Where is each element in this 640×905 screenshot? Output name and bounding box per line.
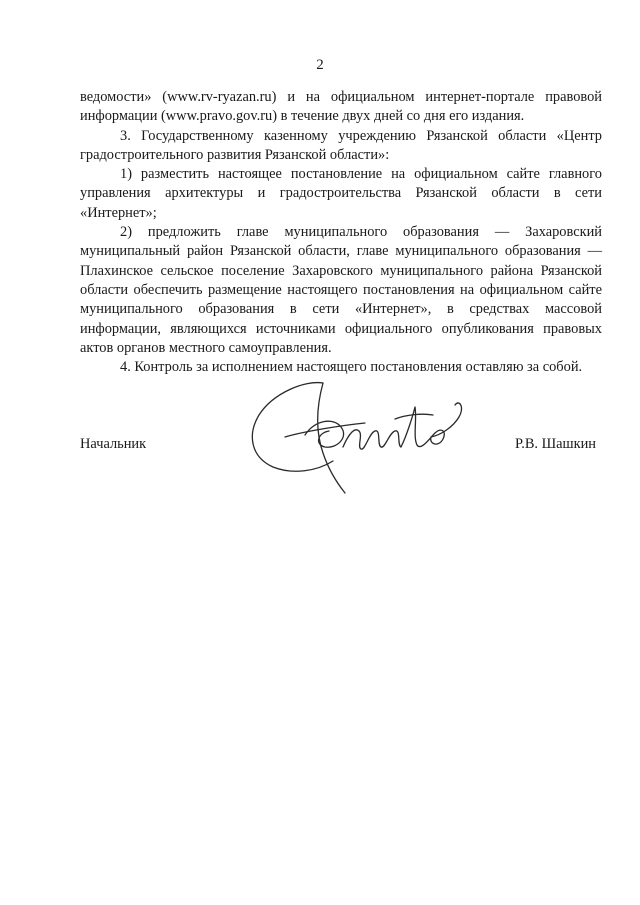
paragraph-item-4: 4. Контроль за исполнением настоящего постановления оставляю за собой. bbox=[120, 359, 583, 376]
paragraph-item-3-2: 2) предложить главе муниципального образования — Захаровский муниципальный район Рязанской области, главе муниципального образования — Плахинское сельское поселение Захаровского муниципального района Рязанской области обеспечить размещение настоящего постановления на официальном сайте муниципального образования в сети «Интернет», в средствах массовой информации, являющихся источниками официального опубликования правовых актов органов местного самоуправления. bbox=[80, 224, 602, 356]
handwritten-signature bbox=[245, 375, 475, 500]
paragraph-publication: ведомости» (www.rv-ryazan.ru) и на официальном интернет-портале правовой информации (www.pravo.gov.ru) в течение двух дней со дня его издания. bbox=[80, 89, 602, 125]
signatory-title: Начальник bbox=[80, 436, 147, 452]
document-body bbox=[80, 88, 602, 377]
page-number: 2 bbox=[316, 57, 324, 73]
signatory-name: Р.В. Шашкин bbox=[515, 436, 596, 452]
paragraph-item-3-1: 1) разместить настоящее постановление на официальном сайте главного управления архитектуры и градостроительства Рязанской области в сети «Интернет»; bbox=[80, 166, 602, 221]
paragraph-item-3: 3. Государственному казенному учреждению Рязанской области «Центр градостроительного развития Рязанской области»: bbox=[80, 127, 602, 163]
